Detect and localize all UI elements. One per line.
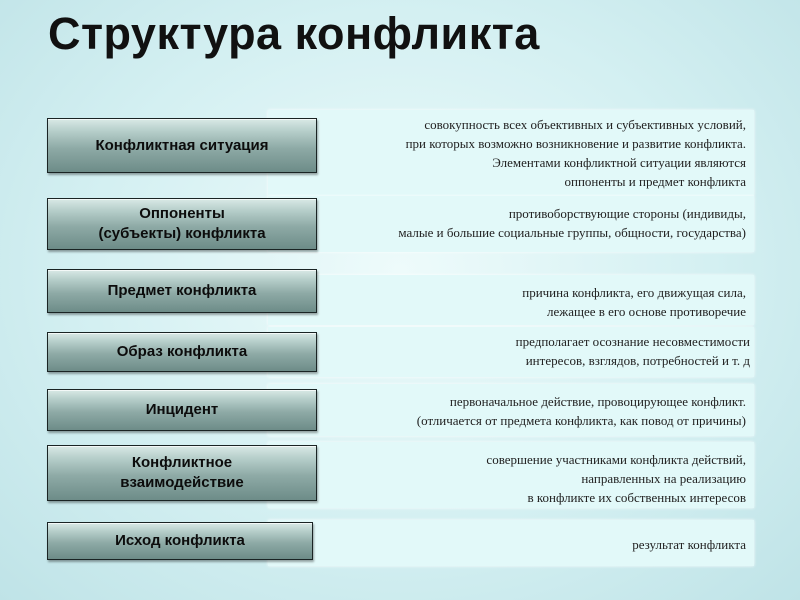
component-box-outcome: [47, 522, 313, 560]
description-line: лежащее в его основе противоречие: [546, 304, 746, 319]
description-line: совокупность всех объективных и субъективных условий,: [424, 117, 746, 132]
description-line: в конфликте их собственных интересов: [527, 490, 746, 505]
description-line: малые и большие социальные группы, общности, государства): [398, 225, 746, 240]
description-line: противоборствующие стороны (индивиды,: [508, 206, 746, 221]
component-box-opponents: [47, 198, 317, 250]
component-label: взаимодействие: [120, 474, 244, 491]
component-label: Оппоненты: [139, 205, 225, 222]
component-label: Предмет конфликта: [107, 282, 257, 299]
description-line: совершение участниками конфликта действий,: [486, 452, 746, 467]
description-line: оппоненты и предмет конфликта: [564, 174, 746, 189]
row-description: [486, 450, 746, 507]
description-line: первоначальное действие, провоцирующее конфликт.: [449, 394, 746, 409]
row-description: [632, 535, 746, 554]
component-label: Инцидент: [145, 401, 219, 418]
description-line: направленных на реализацию: [581, 471, 746, 486]
component-label: Образ конфликта: [116, 343, 248, 360]
description-line: результат конфликта: [632, 537, 746, 552]
description-line: при которых возможно возникновение и развитие конфликта.: [405, 136, 746, 151]
description-line: Элементами конфликтной ситуации являются: [492, 155, 746, 170]
description-line: (отличается от предмета конфликта, как повод от причины): [416, 413, 746, 428]
component-label: Конфликтное: [131, 454, 233, 471]
page-title: Структура конфликта: [48, 8, 540, 59]
description-line: причина конфликта, его движущая сила,: [522, 285, 746, 300]
component-box-incident: [47, 389, 317, 431]
component-box-interaction: [47, 445, 317, 501]
component-label: Исход конфликта: [115, 532, 245, 549]
component-label: Конфликтная ситуация: [95, 136, 269, 154]
row-description: [522, 283, 746, 321]
component-box-image: [47, 332, 317, 372]
description-line: интересов, взглядов, потребностей и т. д: [525, 353, 750, 368]
row-description: [398, 204, 746, 242]
description-line: предполагает осознание несовместимости: [515, 334, 750, 349]
component-label: (субъекты) конфликта: [98, 225, 266, 242]
row-description: [417, 392, 746, 430]
row-description: [516, 332, 750, 370]
component-box-situation: [47, 118, 317, 173]
component-box-subject: [47, 269, 317, 313]
row-description: [406, 115, 746, 191]
